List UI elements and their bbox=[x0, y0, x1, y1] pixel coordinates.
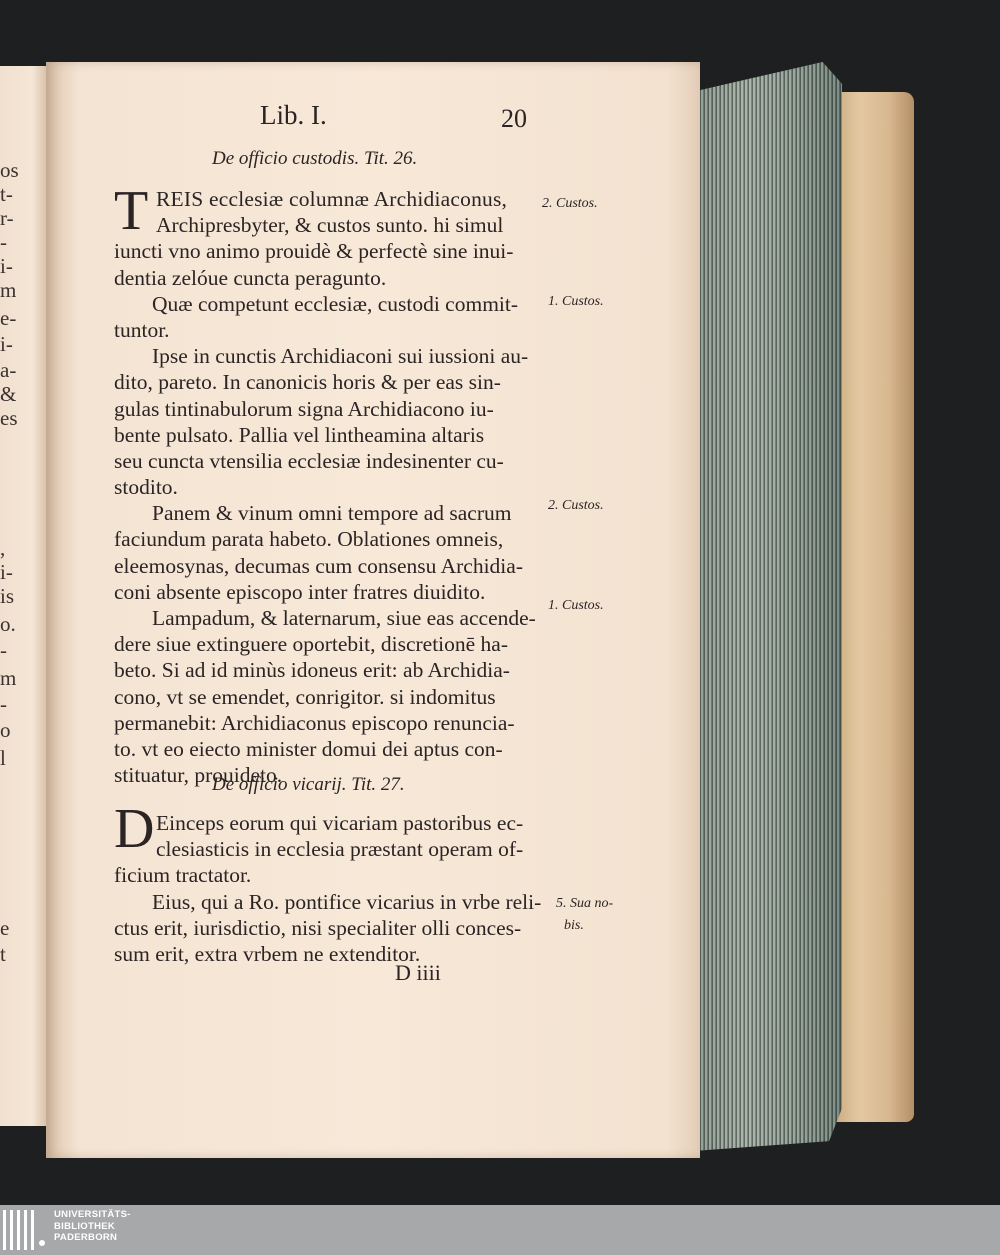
drop-cap: D bbox=[114, 798, 155, 860]
left-page-fragment: l bbox=[0, 746, 6, 770]
library-name-line: BIBLIOTHEK bbox=[54, 1220, 116, 1232]
section-27-text bbox=[114, 810, 541, 967]
section-26-text bbox=[114, 180, 536, 788]
text-line: REIS ecclesiæ columnæ Archidiaconus, bbox=[156, 187, 508, 211]
marginal-note: bis. bbox=[564, 918, 584, 933]
left-page-fragment: i- bbox=[0, 254, 13, 278]
text-line: Panem & vinum omni tempore ad sacrum bbox=[152, 501, 512, 526]
left-page-fragment: i- bbox=[0, 332, 13, 356]
text-line: bente pulsato. Pallia vel lintheamina altaris bbox=[114, 422, 485, 447]
left-page-fragment: a- bbox=[0, 358, 17, 382]
text-line: clesiasticis in ecclesia præstant operam of- bbox=[156, 837, 524, 862]
left-page-fragment: t- bbox=[0, 182, 13, 206]
text-line: ctus erit, iurisdictio, nisi specialiter olli conces- bbox=[114, 915, 522, 940]
text-line: Quæ competunt ecclesiæ, custodi commit- bbox=[152, 291, 519, 316]
text-line: dito, pareto. In canonicis horis & per eas sin- bbox=[114, 370, 501, 395]
text-line: seu cuncta vtensilia ecclesiæ indesinenter cu- bbox=[114, 448, 504, 473]
left-page-fragment: os bbox=[0, 158, 19, 182]
section-title-27: De officio vicarij. Tit. 27. bbox=[212, 774, 405, 795]
library-name bbox=[54, 1209, 131, 1244]
text-line: dentia zelóue cuncta peragunto. bbox=[114, 265, 387, 290]
library-name-line: PADERBORN bbox=[54, 1232, 118, 1243]
left-page-fragment: m bbox=[0, 278, 17, 302]
text-line: cono, vt se emendet, conrigitor. si indomitus bbox=[114, 684, 496, 709]
marginal-note: 1. Custos. bbox=[548, 598, 604, 613]
section-title-26: De officio custodis. Tit. 26. bbox=[212, 148, 418, 169]
text-line: to. vt eo eiecto minister domui dei aptus con- bbox=[114, 736, 503, 761]
left-page-fragment: e bbox=[0, 916, 10, 940]
left-page-fragment: - bbox=[0, 692, 7, 716]
text-line: stodito. bbox=[114, 475, 178, 500]
text-line: sum erit, extra vrbem ne extenditor. bbox=[114, 941, 421, 966]
left-page-fragment: o bbox=[0, 718, 11, 742]
left-page-fragment: o. bbox=[0, 612, 16, 636]
left-page-fragment: e- bbox=[0, 306, 17, 330]
library-name-line: UNIVERSITÄTS- bbox=[54, 1209, 131, 1220]
text-line: faciundum parata habeto. Oblationes omneis, bbox=[114, 527, 504, 552]
text-line: eleemosynas, decumas cum consensu Archidia- bbox=[114, 553, 523, 578]
signature-mark: D iiii bbox=[395, 960, 441, 985]
marginal-note: 5. Sua no- bbox=[556, 896, 614, 911]
left-page-fragment: es bbox=[0, 406, 18, 430]
text-line: Eius, qui a Ro. pontifice vicarius in vrbe reli- bbox=[152, 889, 542, 914]
marginal-note: 1. Custos. bbox=[548, 294, 604, 309]
text-line: Ipse in cunctis Archidiaconi sui iussioni au- bbox=[152, 344, 529, 369]
text-line: iuncti vno animo prouidè & perfectè sine inui- bbox=[114, 239, 514, 264]
drop-cap: T bbox=[114, 180, 149, 242]
folio-number: 20 bbox=[501, 104, 527, 133]
left-page-fragment: t bbox=[0, 942, 6, 966]
text-line: ficium tractator. bbox=[114, 863, 252, 888]
left-page-fragment: - bbox=[0, 638, 7, 662]
left-page-fragment: , bbox=[0, 536, 6, 560]
text-line: Lampadum, & laternarum, siue eas accende- bbox=[152, 606, 536, 630]
text-line: permanebit: Archidiaconus episcopo renuncia- bbox=[114, 710, 515, 735]
text-line: stituatur, prouideto. bbox=[114, 763, 283, 788]
text-line: beto. Si ad id minùs idoneus erit: ab Archidia- bbox=[114, 658, 510, 683]
library-footer-bar bbox=[0, 1205, 1000, 1255]
page-edges bbox=[680, 62, 842, 1152]
text-line: gulas tintinabulorum signa Archidiacono iu- bbox=[114, 396, 494, 421]
text-line: Einceps eorum qui vicariam pastoribus ec- bbox=[156, 811, 524, 835]
text-line: dere siue extinguere oportebit, discretionē ha- bbox=[114, 632, 509, 657]
marginal-note: 2. Custos. bbox=[548, 498, 604, 513]
marginal-note: 2. Custos. bbox=[542, 196, 598, 211]
left-page-fragment: i- bbox=[0, 560, 13, 584]
running-head: Lib. I. bbox=[260, 100, 327, 130]
text-line: coni absente episcopo inter fratres diuidito. bbox=[114, 579, 486, 604]
left-page-fragment: r- bbox=[0, 206, 14, 230]
left-page-text bbox=[0, 66, 46, 1066]
book-cover-flap bbox=[830, 92, 914, 1122]
left-page bbox=[0, 66, 46, 1126]
left-page-fragment: - bbox=[0, 230, 7, 254]
left-page-fragment: m bbox=[0, 666, 17, 690]
left-page-fragment: is bbox=[0, 584, 15, 608]
text-line: tuntor. bbox=[114, 317, 170, 342]
left-page-fragment: & bbox=[0, 382, 17, 406]
library-logo-icon bbox=[3, 1210, 47, 1250]
text-line: Archipresbyter, & custos sunto. hi simul bbox=[156, 213, 504, 238]
